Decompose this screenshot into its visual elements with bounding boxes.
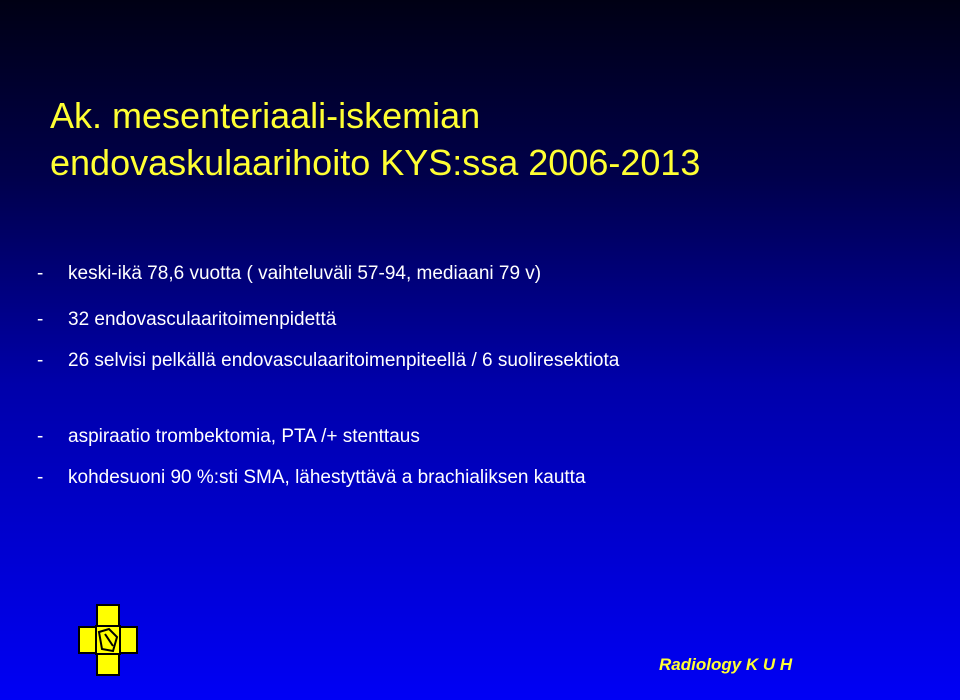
- bullet-dash: -: [37, 467, 44, 488]
- bullet-dash: -: [37, 263, 44, 284]
- bullet-dash: -: [37, 426, 44, 447]
- slide-title: [50, 92, 930, 186]
- footer-label: Radiology K U H: [659, 655, 793, 674]
- bullet-text: keski-ikä 78,6 vuotta ( vaihteluväli 57-94, mediaani 79 v): [68, 263, 542, 284]
- bullet-item: [37, 467, 937, 489]
- radiology-cross-logo-icon: [78, 604, 138, 676]
- bullet-item: [37, 309, 937, 331]
- bullet-text: 32 endovasculaaritoimenpidettä: [68, 309, 337, 330]
- bullet-item: [37, 263, 937, 285]
- title-line-1: Ak. mesenteriaali-iskemian: [50, 95, 481, 136]
- bullet-dash: -: [37, 350, 44, 371]
- bullet-text: kohdesuoni 90 %:sti SMA, lähestyttävä a brachialiksen kautta: [68, 467, 586, 488]
- bullet-dash: -: [37, 309, 44, 330]
- bullet-list: [37, 263, 937, 489]
- bullet-item: [37, 426, 937, 448]
- bullet-text: 26 selvisi pelkällä endovasculaaritoimenpiteellä / 6 suoliresektiota: [68, 350, 620, 371]
- bullet-text: aspiraatio trombektomia, PTA /+ stenttaus: [68, 426, 420, 447]
- logo-svg: [78, 604, 138, 676]
- title-line-2: endovaskulaarihoito KYS:ssa 2006-2013: [50, 142, 701, 183]
- bullet-item: [37, 350, 937, 372]
